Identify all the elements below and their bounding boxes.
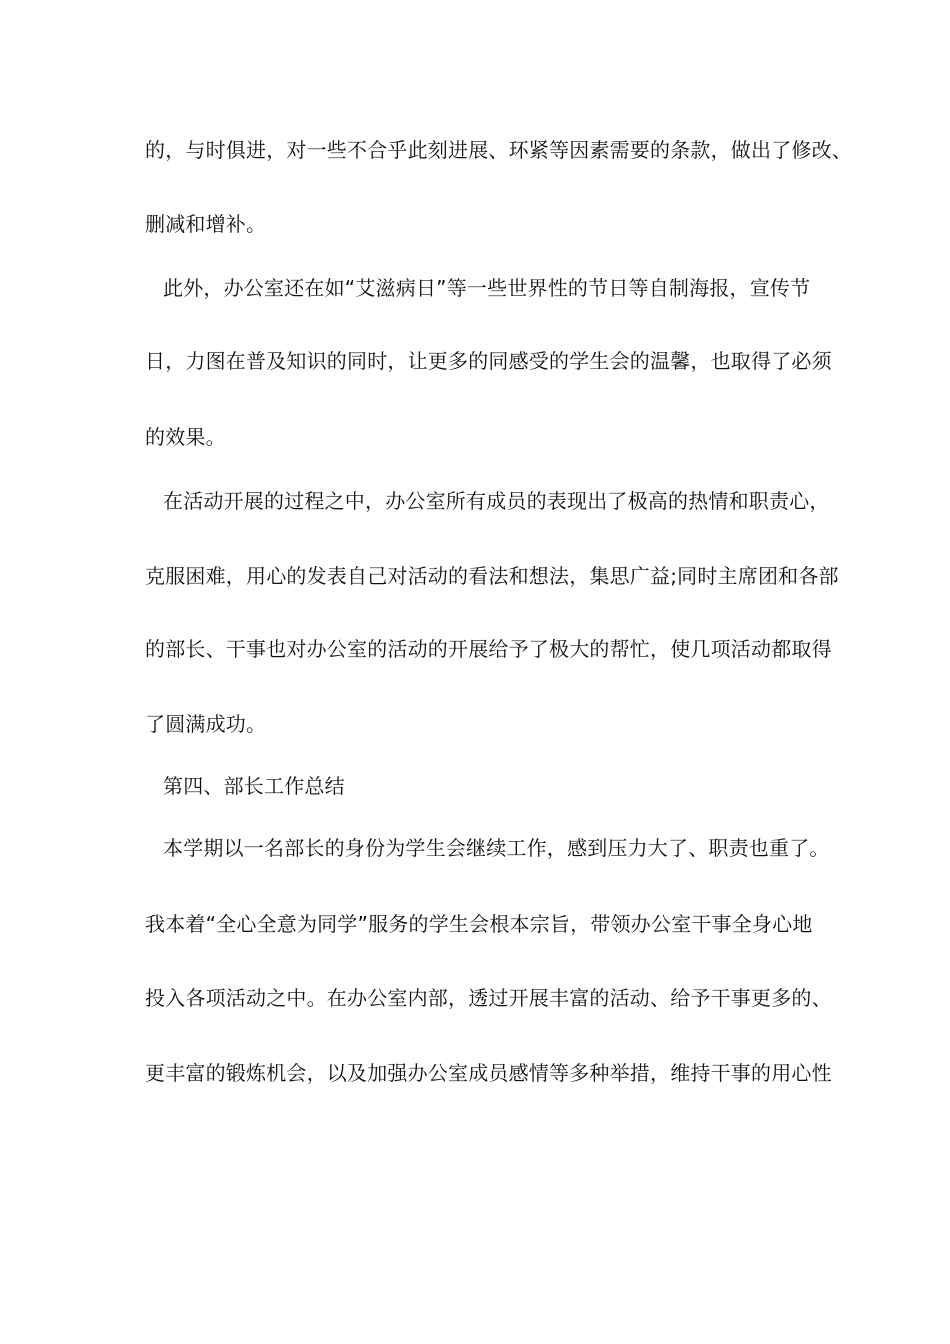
- text-line-12: 我本着“全心全意为同学”服务的学生会根本宗旨，带领办公室干事全身心地: [145, 912, 813, 936]
- paragraph-start-line: 此外，办公室还在如“艾滋病日”等一些世界性的节日等自制海报，宣传节: [163, 276, 811, 300]
- text-line-8: 的部长、干事也对办公室的活动的开展给予了极大的帮忙，使几项活动都取得: [145, 637, 832, 661]
- text-line-14: 更丰富的锻炼机会，以及加强办公室成员感情等多种举措，维持干事的用心性: [145, 1061, 832, 1085]
- text-line-7: 克服困难，用心的发表自己对活动的看法和想法，集思广益;同时主席团和各部: [145, 564, 839, 588]
- text-line-13: 投入各项活动之中。在办公室内部，透过开展丰富的活动、给予干事更多的、: [145, 986, 832, 1010]
- section-heading: 第四、部长工作总结: [163, 774, 345, 798]
- text-line-4: 日，力图在普及知识的同时，让更多的同感受的学生会的温馨，也取得了必须: [145, 349, 832, 373]
- text-line-9: 了圆满成功。: [145, 712, 267, 736]
- text-line-5: 的效果。: [145, 425, 226, 449]
- paragraph-start-line: 本学期以一名部长的身份为学生会继续工作，感到压力大了、职责也重了。: [163, 836, 830, 860]
- text-line-2: 删减和增补。: [145, 212, 267, 236]
- text-line-1: 的，与时俱进，对一些不合乎此刻进展、环紧等因素需要的条款，做出了修改、: [145, 138, 852, 162]
- paragraph-start-line: 在活动开展的过程之中，办公室所有成员的表现出了极高的热情和职责心，: [163, 489, 830, 513]
